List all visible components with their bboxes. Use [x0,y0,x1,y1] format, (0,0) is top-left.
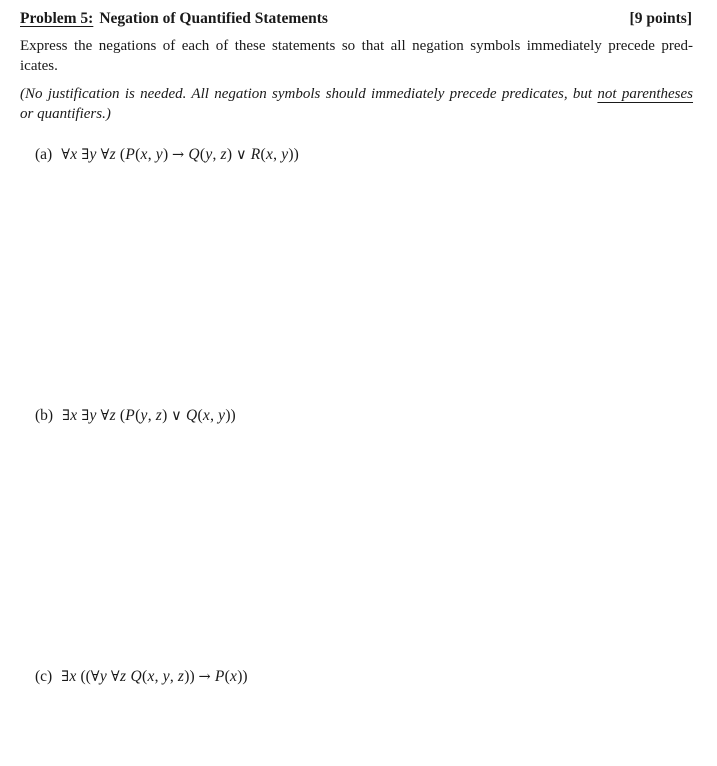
note-line-2: or quantifiers.) [20,105,111,122]
problem-header [20,10,692,28]
points-badge: [9 points] [629,10,692,27]
note-line-1 [20,85,693,105]
problem-part-b [35,407,236,425]
part-a-label: (a) [35,146,53,163]
part-a-formula: ∀x ∃y ∀z (P(x, y) → Q(y, z) ∨ R(x, y)) [61,146,299,163]
instruction-note [20,85,693,124]
part-c-formula: ∃x ((∀y ∀z Q(x, y, z)) → P(x)) [61,668,248,685]
part-b-formula: ∃x ∃y ∀z (P(y, z) ∨ Q(x, y)) [62,407,236,424]
intro-line-2: icates. [20,58,58,74]
intro-line-1: Express the negations of each of these statements so that all negation symbols immediately precede pred- [20,38,693,54]
problem-part-a [35,146,299,164]
part-c-label: (c) [35,668,53,685]
problem-number-label: Problem 5: [20,10,94,27]
note-underlined-text: not parentheses [597,86,694,102]
problem-title [20,10,328,28]
problem-title-text: Negation of Quantified Statements [99,10,328,27]
intro-paragraph [20,36,693,76]
problem-part-c [35,668,248,686]
note-line-1-text: (No justification is needed. All negation symbols should immediately precede predicates, but [20,86,598,102]
part-b-label: (b) [35,407,54,424]
